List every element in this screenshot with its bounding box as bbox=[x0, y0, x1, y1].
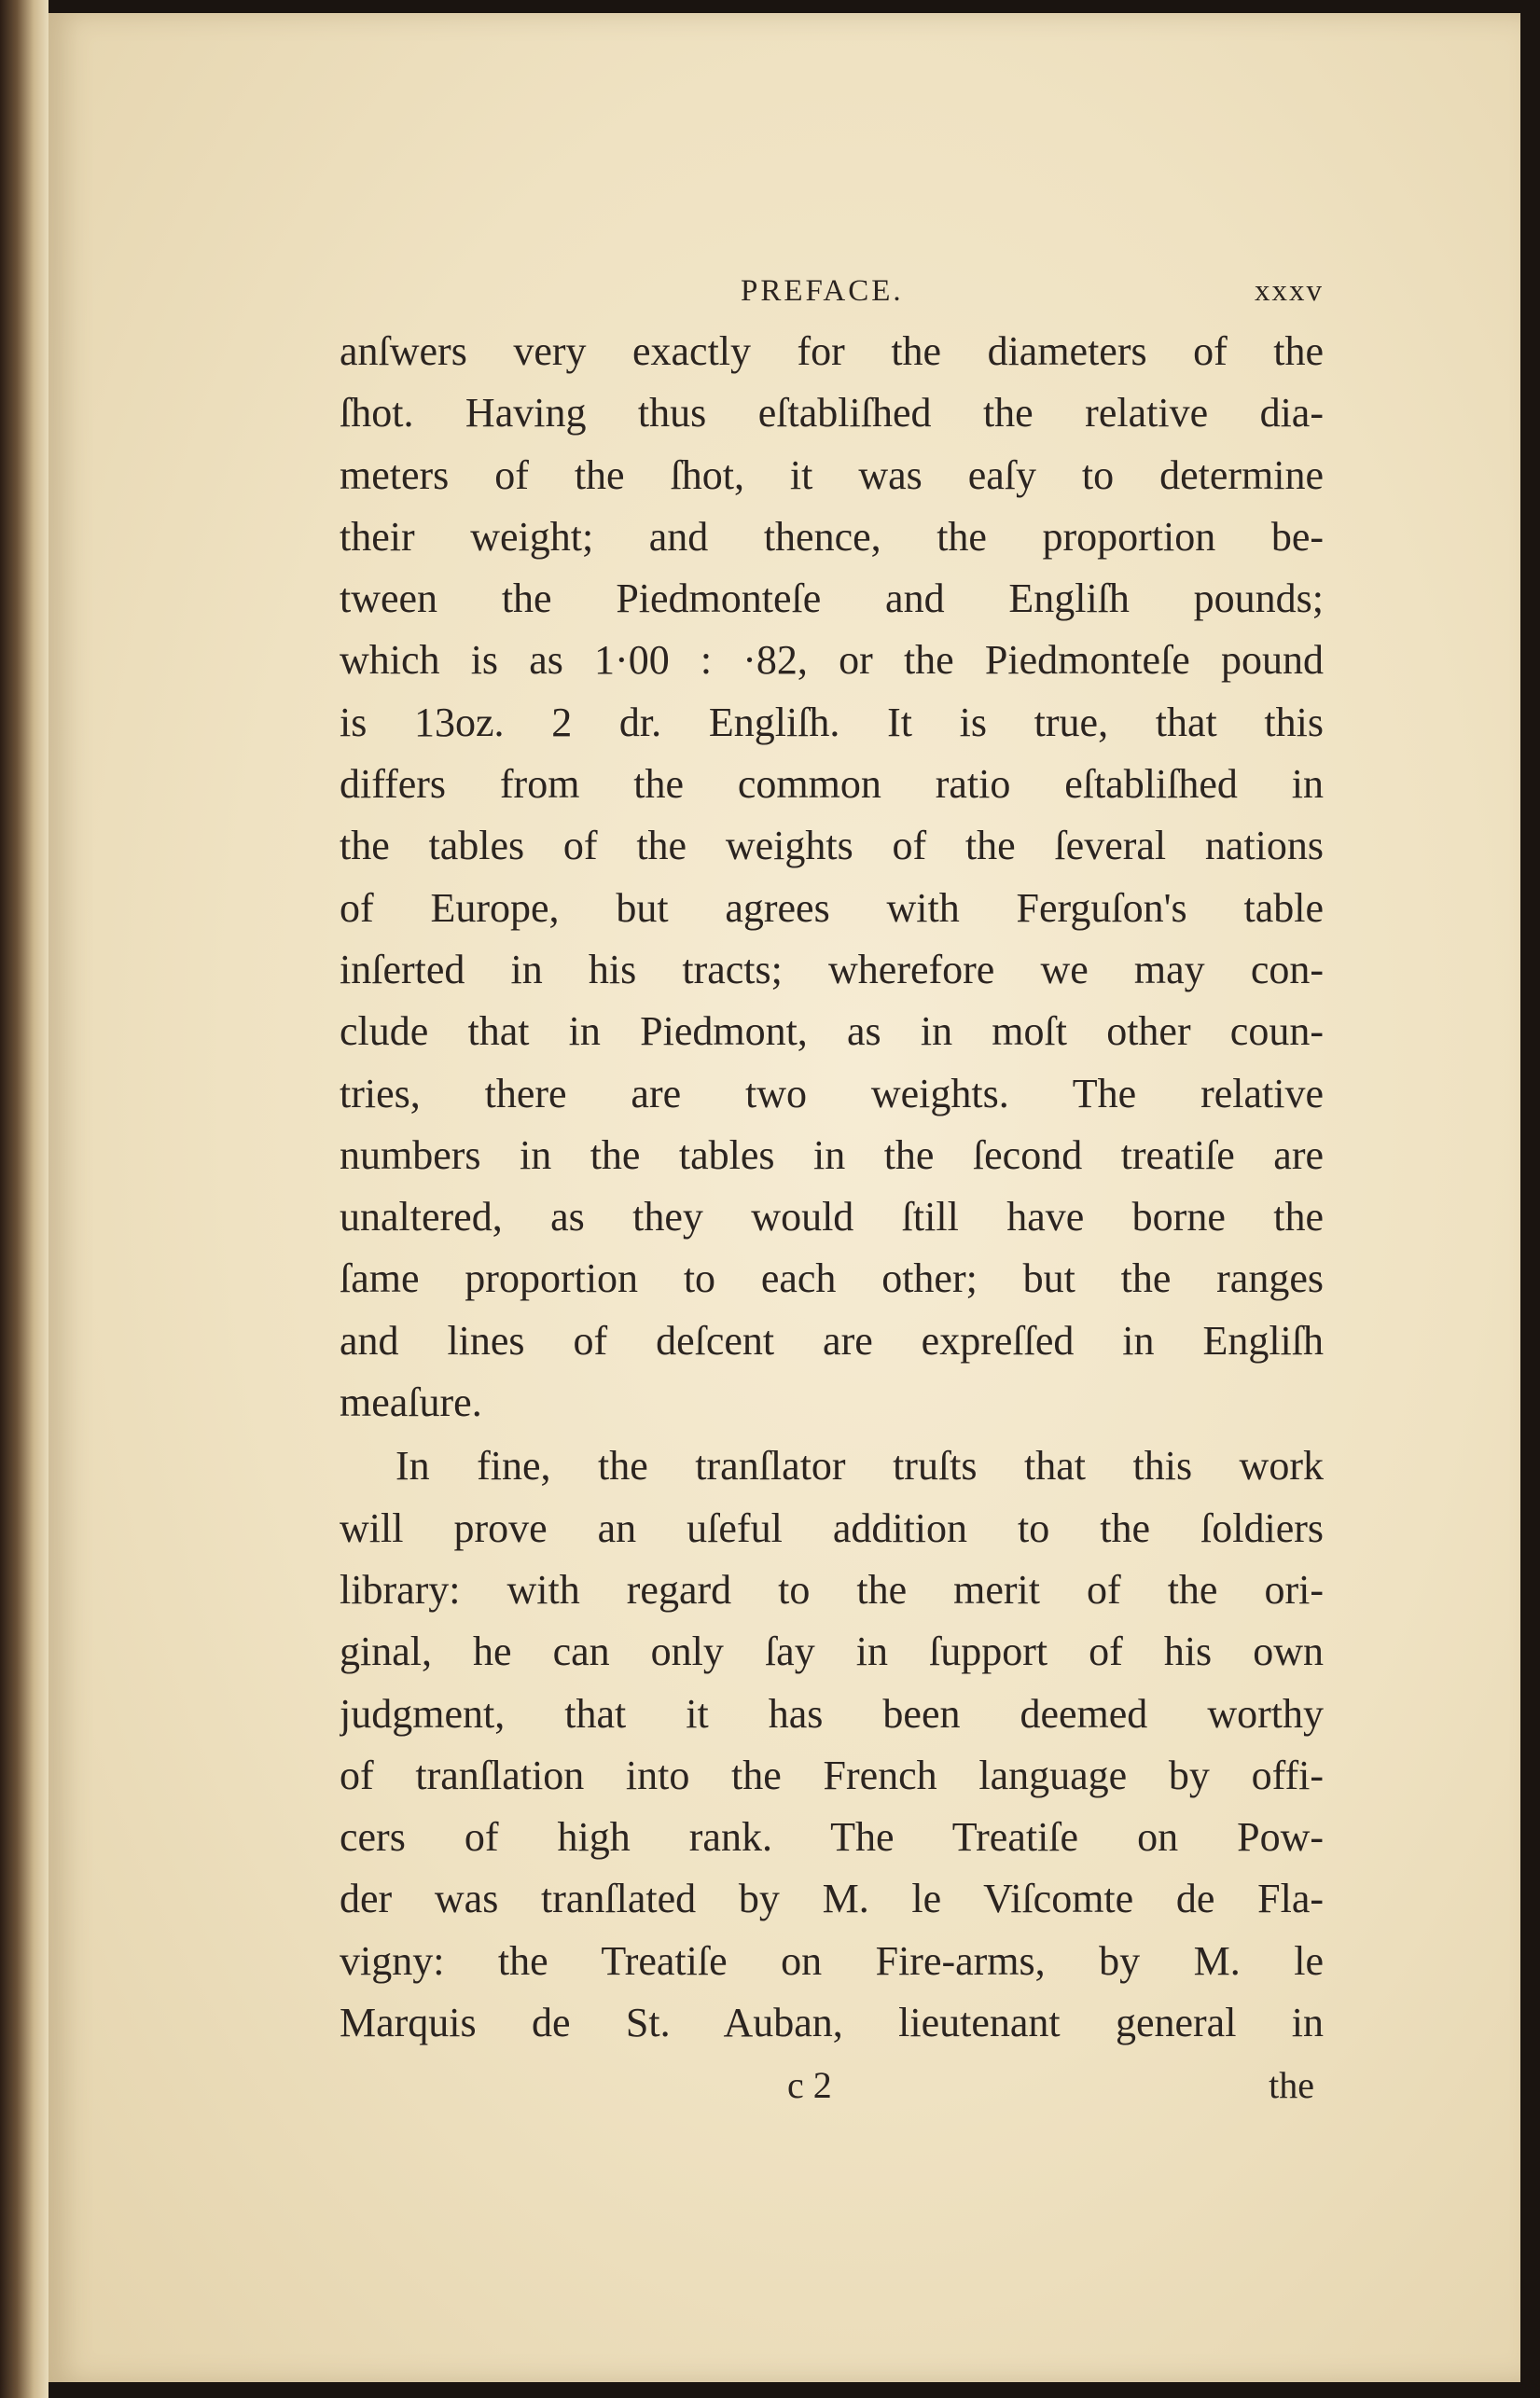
running-head bbox=[340, 265, 1324, 321]
text-line: ſame proportion to each other; but the ranges bbox=[340, 1255, 1324, 1302]
text-line: meaſure. bbox=[340, 1379, 482, 1426]
text-line: der was tranſlated by M. le Viſcomte de Fla- bbox=[340, 1876, 1324, 1922]
text-line: tries, there are two weights. The relative bbox=[340, 1070, 1324, 1116]
text-line: meters of the ſhot, it was eaſy to determine bbox=[340, 451, 1324, 498]
text-line: which is as 1·00 : ·82, or the Piedmonteſe pound bbox=[340, 637, 1324, 684]
signature-mark: c 2 bbox=[787, 2064, 832, 2107]
text-line: unaltered, as they would ſtill have borne the bbox=[340, 1194, 1324, 1241]
text-line: vigny: the Treatiſe on Fire-arms, by M. le bbox=[340, 1937, 1324, 1984]
paragraph-1 bbox=[340, 321, 1324, 1434]
text-line: In fine, the tranſlator truſts that this work bbox=[395, 1443, 1324, 1490]
page-number: xxxv bbox=[1255, 274, 1324, 308]
text-line: library: with regard to the merit of the ori- bbox=[340, 1566, 1324, 1613]
text-line: judgment, that it has been deemed worthy bbox=[340, 1690, 1324, 1737]
text-line: Marquis de St. Auban, lieutenant general in bbox=[340, 2000, 1324, 2046]
text-line: of tranſlation into the French language by offi- bbox=[340, 1752, 1324, 1798]
book-spine bbox=[0, 0, 49, 2398]
text-line: will prove an uſeful addition to the ſoldiers bbox=[340, 1504, 1324, 1551]
text-line: clude that in Piedmont, as in moſt other coun- bbox=[340, 1008, 1324, 1055]
text-line: tween the Piedmonteſe and Engliſh pounds; bbox=[340, 575, 1324, 622]
text-line: anſwers very exactly for the diameters of the bbox=[340, 328, 1324, 374]
page-footer bbox=[340, 2054, 1324, 2119]
paragraph-2 bbox=[340, 1435, 1324, 2054]
text-line: ſhot. Having thus eſtabliſhed the relative dia- bbox=[340, 390, 1324, 437]
text-line: of Europe, but agrees with Ferguſon's table bbox=[340, 884, 1324, 931]
text-line: numbers in the tables in the ſecond treatiſe are bbox=[340, 1131, 1324, 1178]
text-line: is 13oz. 2 dr. Engliſh. It is true, that this bbox=[340, 699, 1324, 745]
book-page bbox=[49, 13, 1520, 2382]
text-line: their weight; and thence, the proportion be- bbox=[340, 513, 1324, 560]
text-line: differs from the common ratio eſtabliſhed in bbox=[340, 761, 1324, 808]
text-line: ginal, he can only ſay in ſupport of his own bbox=[340, 1629, 1324, 1675]
text-line: and lines of deſcent are expreſſed in Engliſh bbox=[340, 1317, 1324, 1364]
text-line: inſerted in his tracts; wherefore we may con- bbox=[340, 946, 1324, 992]
text-block bbox=[340, 265, 1324, 2119]
page-title: PREFACE. bbox=[741, 274, 904, 308]
text-line: the tables of the weights of the ſeveral nations bbox=[340, 823, 1324, 869]
text-line: cers of high rank. The Treatiſe on Pow- bbox=[340, 1814, 1324, 1861]
catchword: the bbox=[1269, 2064, 1314, 2107]
